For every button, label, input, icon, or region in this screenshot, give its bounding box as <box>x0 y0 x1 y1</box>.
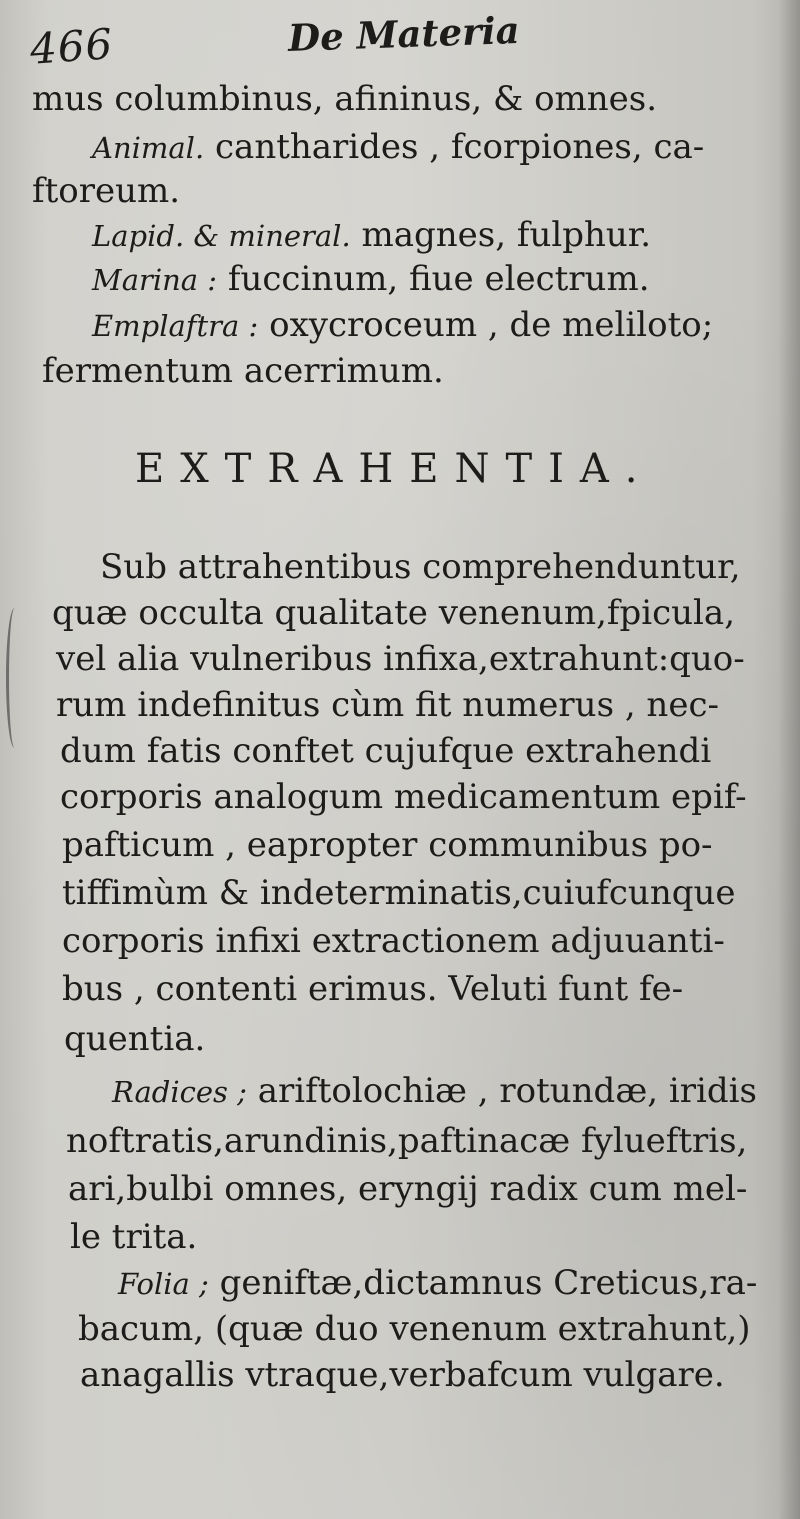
line-text: ariftolochiæ , rotundæ, iridis <box>257 1071 757 1111</box>
line-text: rum indefinitus cùm fit numerus , nec- <box>56 685 719 725</box>
line-text: bacum, (quæ duo venenum extrahunt,) <box>78 1309 751 1349</box>
page-edge-shadow <box>778 0 800 1519</box>
text-line <box>64 1019 206 1059</box>
running-head: De Materia <box>287 7 521 61</box>
line-text: ftoreum. <box>32 171 181 211</box>
text-line <box>62 825 713 865</box>
text-line <box>52 593 736 633</box>
line-text: vel alia vulneribus infixa,extrahunt:quo- <box>56 639 745 679</box>
line-label: Emplaftra : <box>92 309 259 343</box>
page-number: 466 <box>28 19 115 74</box>
text-line <box>62 969 684 1009</box>
text-line <box>92 215 652 255</box>
text-line <box>118 1263 758 1303</box>
line-text: corporis analogum medicamentum epif- <box>60 777 747 817</box>
text-line <box>68 1169 748 1209</box>
line-label: Folia ; <box>118 1267 209 1301</box>
line-text: bus , contenti erimus. Veluti funt fe- <box>62 969 684 1009</box>
line-text: tiffimùm & indeterminatis,cuiufcunque <box>62 873 736 913</box>
text-line <box>112 1071 757 1111</box>
text-line <box>92 259 650 299</box>
text-line <box>92 127 705 167</box>
margin-bracket <box>6 608 23 748</box>
line-label: Radices ; <box>112 1075 247 1109</box>
line-text: quæ occulta qualitate venenum,fpicula, <box>52 593 736 633</box>
line-text: corporis infixi extractionem adjuuanti- <box>62 921 725 961</box>
text-line <box>62 873 736 913</box>
text-line <box>56 685 719 725</box>
line-text: Sub attrahentibus comprehenduntur, <box>100 547 741 587</box>
line-text: le trita. <box>70 1217 198 1257</box>
text-line <box>92 305 714 345</box>
line-text: mus columbinus, afininus, & omnes. <box>32 79 658 119</box>
text-line <box>66 1121 748 1161</box>
text-line <box>100 547 741 587</box>
line-text: anagallis vtraque,verbafcum vulgare. <box>80 1355 725 1395</box>
line-text: geniftæ,dictamnus Creticus,ra- <box>219 1263 758 1303</box>
text-line <box>60 731 712 771</box>
text-line <box>80 1355 725 1395</box>
line-label: Lapid. & mineral. <box>92 219 351 253</box>
line-text: cantharides , fcorpiones, ca- <box>215 127 705 167</box>
text-line <box>32 171 181 211</box>
line-text: ari,bulbi omnes, eryngij radix cum mel- <box>68 1169 748 1209</box>
line-text: noftratis,arundinis,paftinacæ fylueftris, <box>66 1121 748 1161</box>
text-line <box>70 1217 198 1257</box>
line-text: fermentum acerrimum. <box>42 351 444 391</box>
text-line <box>32 79 658 119</box>
line-label: Marina : <box>92 263 218 297</box>
text-line <box>60 777 747 817</box>
line-text: quentia. <box>64 1019 206 1059</box>
line-text: fuccinum, fiue electrum. <box>227 259 650 299</box>
text-line <box>78 1309 751 1349</box>
line-label: Animal. <box>92 131 205 165</box>
line-text: dum fatis conftet cujufque extrahendi <box>60 731 712 771</box>
text-line <box>62 921 725 961</box>
text-line <box>56 639 745 679</box>
line-text: oxycroceum , de meliloto; <box>269 305 714 345</box>
line-text: pafticum , eapropter communibus po- <box>62 825 713 865</box>
text-line <box>42 351 444 391</box>
line-text: magnes, fulphur. <box>361 215 652 255</box>
section-heading: EXTRAHENTIA. <box>135 446 654 492</box>
